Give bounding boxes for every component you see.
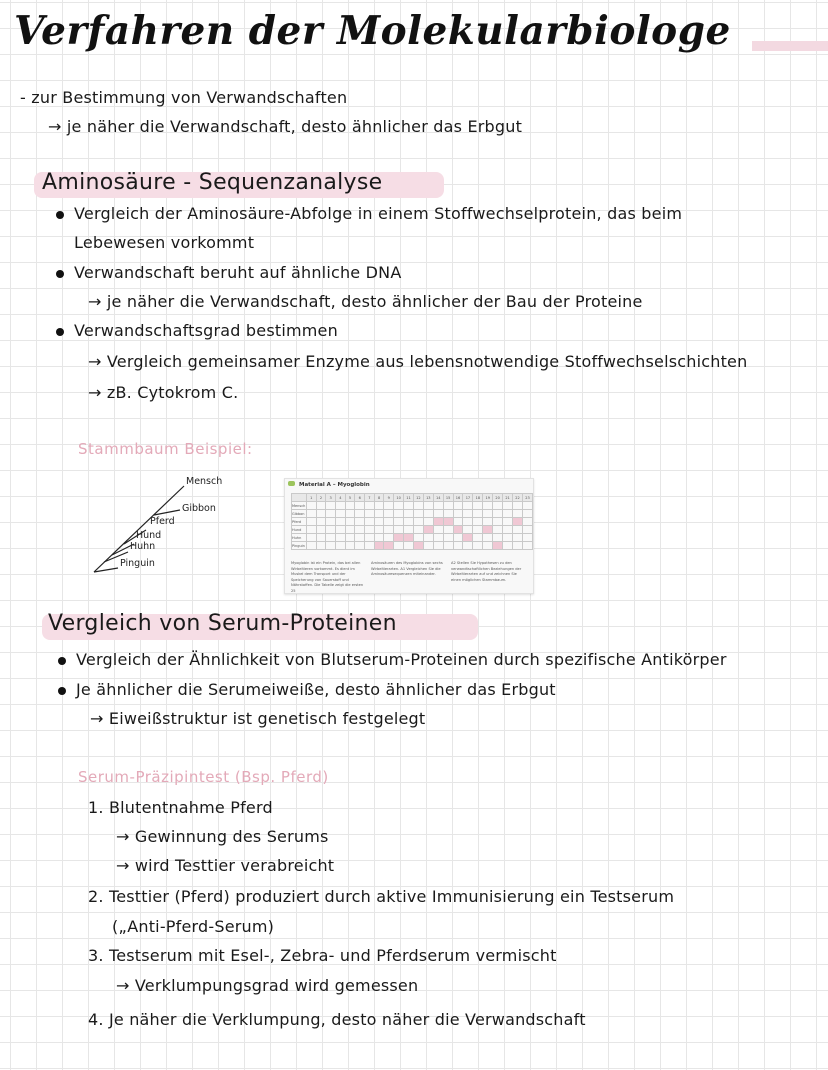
table-cell (483, 502, 493, 510)
table-cell (522, 526, 532, 534)
step-3-sub: → Verklumpungsgrad wird gemessen (116, 976, 419, 995)
myoglobin-table-figure (284, 478, 534, 594)
table-cell (365, 510, 375, 518)
table-cell (326, 518, 336, 526)
species-cell: Pinguin (292, 543, 305, 548)
table-cell (384, 502, 394, 510)
table-cell (413, 518, 423, 526)
table-cell (483, 534, 493, 542)
s1-bullet1-line1: Vergleich der Aminosäure-Abfolge in einem Stoffwechselprotein, das beim (74, 204, 683, 223)
table-cell (355, 502, 365, 510)
caption-col-2: Aminosäuren des Myoglobins von sechs Wirbeltierarten. A1 Vergleichen Sie die Aminosäuresequenzen miteinander. (371, 561, 443, 576)
table-cell (365, 534, 375, 542)
caption-col-3: A2 Stellen Sie Hypothesen zu den verwandtschaftlichen Beziehungen der Wirbeltierarten auf und zeichnen Sie einen möglichen Stammbaum. (451, 561, 522, 582)
table-cell (316, 502, 326, 510)
table-header-cell: 6 (355, 494, 365, 502)
table-cell (404, 526, 414, 534)
table-cell (423, 518, 433, 526)
table-cell (413, 526, 423, 534)
table-cell (413, 542, 423, 550)
table-cell (306, 502, 316, 510)
table-cell (394, 526, 404, 534)
table-cell (355, 542, 365, 550)
table-header-cell: 8 (374, 494, 384, 502)
table-cell (355, 534, 365, 542)
tree-label-pferd: Pferd (150, 516, 175, 527)
table-cell (503, 534, 513, 542)
table-cell (463, 518, 473, 526)
tree-label-mensch: Mensch (186, 476, 223, 487)
table-cell (513, 502, 523, 510)
table-cell (443, 542, 453, 550)
species-cell: Huhn (292, 534, 307, 542)
s2-bullet2: Je ähnlicher die Serumeiweiße, desto ähnlicher das Erbgut (76, 680, 556, 699)
table-cell (463, 526, 473, 534)
table-cell (522, 542, 532, 550)
table-cell (384, 542, 394, 550)
s1-bullet3-line3: → zB. Cytokrom C. (88, 383, 239, 402)
table-cell (423, 542, 433, 550)
table-header-cell: 10 (394, 494, 404, 502)
tree-label-hund: Hund (136, 530, 162, 541)
table-cell (423, 510, 433, 518)
s1-bullet2-line2: → je näher die Verwandschaft, desto ähnlicher der Bau der Proteine (88, 292, 643, 311)
table-cell (433, 542, 443, 550)
caption-col-1: Myoglobin ist ein Protein, das bei allen Wirbeltieren vorkommt. Es dient im Muskel dem Transport und der Speicherung von Sauerstoff und Nährstoffen. Die Tabelle zeigt die ersten 25 (291, 561, 364, 593)
table-cell (433, 518, 443, 526)
table-cell (336, 542, 346, 550)
table-cell (306, 534, 316, 542)
table-cell (355, 518, 365, 526)
table-cell (443, 526, 453, 534)
table-cell (345, 518, 355, 526)
table-cell (513, 534, 523, 542)
table-cell (345, 534, 355, 542)
table-header-cell: 9 (384, 494, 394, 502)
table-cell (374, 510, 384, 518)
amino-acid-table (291, 493, 533, 550)
table-cell (453, 510, 463, 518)
table-header-row (292, 494, 533, 502)
table-row (292, 534, 533, 542)
table-cell (483, 542, 493, 550)
table-cell (493, 502, 503, 510)
tree-label-gibbon: Gibbon (182, 503, 216, 514)
table-cell (463, 502, 473, 510)
table-cell (345, 542, 355, 550)
table-header-cell: 16 (453, 494, 463, 502)
table-cell (404, 510, 414, 518)
table-cell (316, 510, 326, 518)
table-cell (413, 510, 423, 518)
step-2: 2. Testtier (Pferd) produziert durch aktive Immunisierung ein Testserum (88, 887, 675, 906)
table-cell (384, 510, 394, 518)
table-header-cell: 18 (473, 494, 483, 502)
table-header-cell: 1 (306, 494, 316, 502)
table-header-cell: 15 (443, 494, 453, 502)
table-cell (365, 518, 375, 526)
bullet-dot (56, 328, 64, 336)
intro-line-2: → je näher die Verwandschaft, desto ähnlicher das Erbgut (48, 117, 523, 136)
table-cell (394, 510, 404, 518)
table-header-cell: 12 (413, 494, 423, 502)
table-cell (453, 526, 463, 534)
s1-bullet3-line2: → Vergleich gemeinsamer Enzyme aus lebensnotwendige Stoffwechselschichten (88, 352, 748, 371)
table-header-cell: 13 (423, 494, 433, 502)
step-3: 3. Testserum mit Esel-, Zebra- und Pferdserum vermischt (88, 946, 557, 965)
table-cell (503, 518, 513, 526)
step-1-b: → wird Testtier verabreicht (116, 856, 335, 875)
table-cell (443, 510, 453, 518)
table-cell (306, 510, 316, 518)
table-cell (443, 502, 453, 510)
table-row (292, 526, 533, 534)
table-cell (473, 502, 483, 510)
table-cell (316, 542, 326, 550)
table-cell (374, 526, 384, 534)
table-cell (453, 542, 463, 550)
table-cell (483, 510, 493, 518)
table-cell (355, 510, 365, 518)
step-1: 1. Blutentnahme Pferd (88, 798, 273, 817)
table-cell (453, 502, 463, 510)
table-cell (463, 542, 473, 550)
table-cell (336, 526, 346, 534)
table-cell (374, 534, 384, 542)
table-cell (513, 518, 523, 526)
s1-bullet1-line2: Lebewesen vorkommt (74, 233, 255, 252)
table-cell (513, 510, 523, 518)
table-cell (503, 526, 513, 534)
table-cell (404, 502, 414, 510)
table-row (292, 518, 533, 526)
table-cell (453, 534, 463, 542)
table-cell (316, 534, 326, 542)
table-cell (365, 526, 375, 534)
table-cell (365, 542, 375, 550)
table-cell (374, 542, 384, 550)
table-header-cell: 21 (503, 494, 513, 502)
table-cell (493, 518, 503, 526)
table-cell (404, 542, 414, 550)
table-header-cell: 14 (433, 494, 443, 502)
table-cell (493, 510, 503, 518)
table-cell (336, 534, 346, 542)
table-cell (384, 526, 394, 534)
table-header-cell: 17 (463, 494, 473, 502)
intro-line-1: - zur Bestimmung von Verwandschaften (20, 88, 348, 107)
table-cell (374, 518, 384, 526)
table-cell (394, 518, 404, 526)
table-cell (503, 510, 513, 518)
table-cell (306, 526, 316, 534)
bullet-dot (56, 270, 64, 278)
table-row (292, 510, 533, 518)
table-header-cell: 20 (493, 494, 503, 502)
table-cell (493, 542, 503, 550)
table-cell (433, 510, 443, 518)
table-cell (473, 510, 483, 518)
table-cell (326, 534, 336, 542)
table-cell (503, 542, 513, 550)
species-cell: Mensch (292, 503, 306, 508)
table-cell (326, 526, 336, 534)
table-cell (345, 502, 355, 510)
table-row (292, 542, 533, 550)
table-cell (326, 502, 336, 510)
table-cell (463, 510, 473, 518)
table-header-cell: 11 (404, 494, 414, 502)
leaf-icon (288, 481, 295, 486)
table-cell (463, 534, 473, 542)
step-2-sub: („Anti-Pferd-Serum) (112, 917, 275, 936)
bullet-dot (56, 211, 64, 219)
table-cell (503, 502, 513, 510)
table-cell (522, 510, 532, 518)
step-1-a: → Gewinnung des Serums (116, 827, 329, 846)
table-cell (423, 526, 433, 534)
table-cell (433, 526, 443, 534)
s1-bullet2-line1: Verwandschaft beruht auf ähnliche DNA (74, 263, 402, 282)
table-cell (316, 526, 326, 534)
s2-bullet2-sub: → Eiweißstruktur ist genetisch festgelegt (90, 709, 426, 728)
table-cell (384, 534, 394, 542)
table-cell (453, 518, 463, 526)
table-cell (374, 502, 384, 510)
table-cell (433, 502, 443, 510)
test-label: Serum-Präzipintest (Bsp. Pferd) (78, 768, 329, 786)
table-cell (336, 518, 346, 526)
bullet-dot (58, 687, 66, 695)
table-cell (394, 542, 404, 550)
table-cell (473, 542, 483, 550)
species-cell: Pferd (292, 518, 307, 526)
table-cell (394, 502, 404, 510)
bullet-dot (58, 657, 66, 665)
table-cell (493, 526, 503, 534)
table-cell (306, 518, 316, 526)
table-cell (345, 526, 355, 534)
table-cell (423, 502, 433, 510)
table-cell (404, 518, 414, 526)
table-cell (316, 518, 326, 526)
table-header-cell: 19 (483, 494, 493, 502)
table-cell (365, 502, 375, 510)
table-cell (345, 510, 355, 518)
table-cell (355, 526, 365, 534)
table-cell (326, 542, 336, 550)
table-cell (423, 534, 433, 542)
section2-heading: Vergleich von Serum-Proteinen (48, 611, 397, 636)
table-cell (473, 518, 483, 526)
s2-bullet1: Vergleich der Ähnlichkeit von Blutserum-Proteinen durch spezifische Antikörper (76, 650, 727, 669)
table-cell (443, 534, 453, 542)
table-cell (336, 510, 346, 518)
table-cell (306, 542, 316, 550)
table-cell (443, 518, 453, 526)
material-title: Material A – Myoglobin (299, 482, 370, 488)
table-cell (522, 534, 532, 542)
example-label: Stammbaum Beispiel: (78, 440, 253, 458)
table-cell (513, 526, 523, 534)
table-cell (413, 534, 423, 542)
tree-label-pinguin: Pinguin (120, 558, 155, 569)
tree-label-huhn: Huhn (130, 541, 156, 552)
table-cell (433, 534, 443, 542)
table-cell (522, 502, 532, 510)
species-cell: Gibbon (292, 511, 305, 516)
table-cell (473, 534, 483, 542)
table-header-cell: 4 (336, 494, 346, 502)
step-4: 4. Je näher die Verklumpung, desto näher die Verwandschaft (88, 1010, 586, 1029)
table-cell (394, 534, 404, 542)
table-header-cell: 5 (345, 494, 355, 502)
table-cell (483, 526, 493, 534)
table-header-cell: 22 (513, 494, 523, 502)
table-cell (413, 502, 423, 510)
table-cell (513, 542, 523, 550)
table-cell (384, 518, 394, 526)
table-cell (483, 518, 493, 526)
section1-heading: Aminosäure - Sequenzanalyse (42, 170, 383, 195)
table-header-cell: 3 (326, 494, 336, 502)
table-cell (336, 502, 346, 510)
page-title: Verfahren der Molekularbiologe (14, 8, 731, 54)
table-cell (493, 534, 503, 542)
table-cell (404, 534, 414, 542)
s1-bullet3-line1: Verwandschaftsgrad bestimmen (74, 321, 338, 340)
species-cell: Hund (292, 526, 307, 534)
table-row (292, 502, 533, 510)
table-header-cell: 23 (522, 494, 532, 502)
table-cell (522, 518, 532, 526)
table-header-cell: 2 (316, 494, 326, 502)
table-cell (326, 510, 336, 518)
table-cell (473, 526, 483, 534)
title-highlight (752, 41, 828, 51)
table-header-cell: 7 (365, 494, 375, 502)
